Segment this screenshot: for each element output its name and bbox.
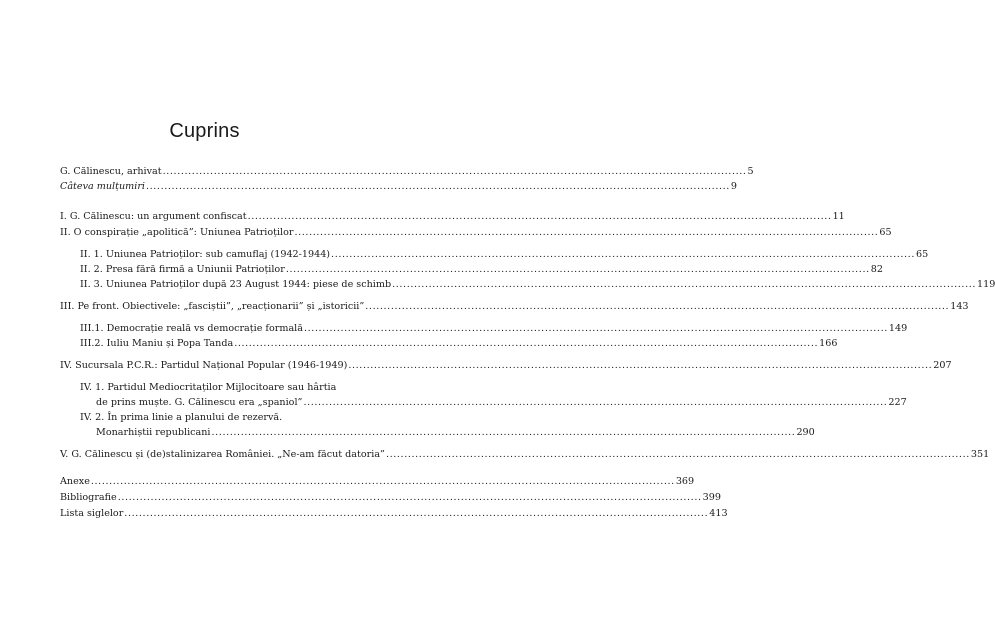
toc-subentry-first-line: IV. 2. În prima linie a planului de rezervă. [80, 412, 283, 423]
toc-leader-dots [212, 426, 796, 440]
toc-subentry[interactable] [80, 278, 995, 292]
toc-leader-dots [118, 491, 702, 505]
toc-entry-title: de prins muște. G. Călinescu era „spaniol” [96, 397, 303, 408]
toc-entry-title: I. G. Călinescu: un argument confiscat [60, 211, 247, 222]
toc-leader-dots [286, 263, 870, 277]
toc-leader-dots [124, 507, 708, 521]
toc-leader-dots [331, 248, 915, 262]
toc-entry[interactable] [60, 507, 728, 521]
toc-entry-title: Câteva mulțumiri [60, 181, 145, 192]
toc-leader-dots [163, 165, 747, 179]
toc-entry[interactable] [60, 210, 845, 224]
toc-subentry[interactable] [80, 337, 838, 351]
toc-leader-dots [91, 475, 675, 489]
toc-entry-page: 143 [950, 301, 969, 312]
toc-entry-page: 413 [709, 508, 728, 519]
page-title: Cuprins [169, 120, 240, 142]
toc-entry-title: V. G. Călinescu și (de)stalinizarea României. „Ne-am făcut datoria” [60, 449, 385, 460]
toc-leader-dots [348, 359, 932, 373]
toc-entry[interactable] [60, 359, 952, 373]
toc-entry-title: II. O conspirație „apolitică”: Uniunea Patrioților [60, 227, 294, 238]
toc-entry-page: 119 [977, 279, 995, 290]
toc-subentry[interactable] [80, 248, 929, 262]
toc-subentry[interactable] [96, 396, 907, 410]
toc-entry-title: Monarhiștii republicani [96, 427, 211, 438]
toc-leader-dots [146, 180, 730, 194]
toc-entry[interactable] [60, 448, 990, 462]
toc-entry[interactable] [60, 491, 721, 505]
toc-subentry[interactable] [80, 322, 908, 336]
toc-leader-dots [294, 226, 878, 240]
toc-entry-title: III.2. Iuliu Maniu și Popa Tanda [80, 338, 234, 349]
toc-entry-page: 65 [879, 227, 892, 238]
toc-subentry[interactable] [80, 263, 883, 277]
toc-entry-page: 207 [933, 360, 952, 371]
toc-entry[interactable] [60, 300, 969, 314]
toc-leader-dots [392, 278, 976, 292]
toc-leader-dots [304, 322, 888, 336]
toc-entry-page: 351 [970, 449, 990, 460]
toc-leader-dots [234, 337, 818, 351]
toc-entry-title: IV. Sucursala P.C.R.: Partidul Național Popular (1946-1949) [60, 360, 348, 371]
toc-entry-page: 5 [747, 166, 754, 177]
toc-entry-page: 11 [832, 211, 845, 222]
toc-entry-title: III. Pe front. Obiectivele: „fasciștii”, „reacționarii” și „istoricii” [60, 301, 365, 312]
toc-subentry-first-line: IV. 1. Partidul Mediocritaților Mijlocitoare sau hârtia [80, 382, 337, 393]
toc-entry-title: II. 1. Uniunea Patrioților: sub camuflaj (1942-1944) [80, 249, 331, 260]
toc-entry-page: 166 [819, 338, 838, 349]
toc-entry-page: 65 [915, 249, 929, 260]
toc-leader-dots [248, 210, 832, 224]
toc-entry[interactable] [60, 165, 754, 179]
toc-entry-page: 399 [702, 492, 721, 503]
toc-entry-page: 369 [675, 476, 695, 487]
toc-entry-page: 290 [796, 427, 815, 438]
toc-entry-title: III.1. Democrație reală vs democrație formală [80, 323, 303, 334]
toc-entry-page: 149 [888, 323, 908, 334]
toc-entry-page: 227 [888, 397, 907, 408]
toc-subentry[interactable] [96, 426, 815, 440]
toc-entry-title: Bibliografie [60, 492, 117, 503]
toc-entry[interactable] [60, 180, 738, 194]
toc-entry[interactable] [60, 226, 892, 240]
toc-entry-title: Lista siglelor [60, 508, 124, 519]
toc-leader-dots [386, 448, 970, 462]
toc-entry-title: Anexe [60, 476, 90, 487]
toc-entry[interactable] [60, 475, 695, 489]
toc-entry-page: 9 [730, 181, 738, 192]
toc-leader-dots [303, 396, 887, 410]
toc-entry-title: II. 2. Presa fără firmă a Uniunii Patrioților [80, 264, 285, 275]
toc-leader-dots [365, 300, 949, 314]
toc-entry-page: 82 [870, 264, 883, 275]
toc-entry-title: G. Călinescu, arhivat [60, 166, 162, 177]
toc-entry-title: II. 3. Uniunea Patrioților după 23 August 1944: piese de schimb [80, 279, 392, 290]
